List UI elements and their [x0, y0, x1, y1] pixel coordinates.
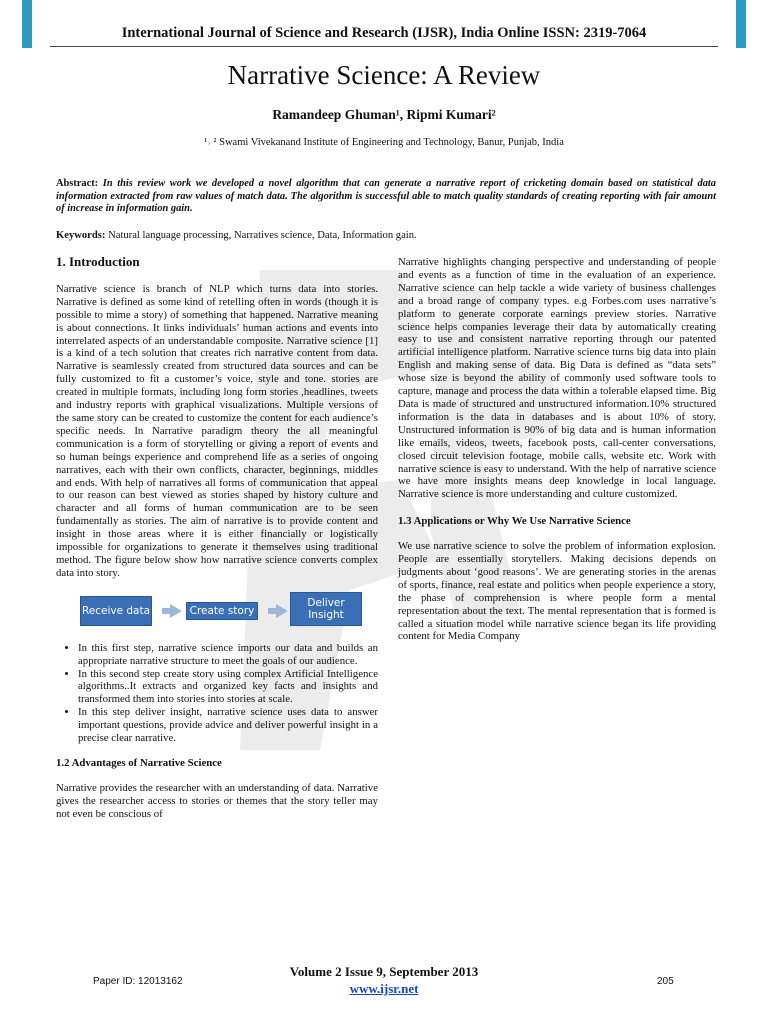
keywords-label: Keywords: [56, 230, 106, 241]
footer-paper-id: Paper ID: 12013162 [93, 976, 183, 987]
list-item: • In this first step, narrative science imports our data and builds an appropriate narrative structure to meet the goals of our audience. [78, 642, 378, 668]
applications-paragraph: We use narrative science to solve the problem of information explosion. People are essentially storytellers. Making decisions depends on judgments about ‘good reasons’. We are generating stories in the arenas of sports, finance, real estate and politics when people experience a story, the phase of comprehension is where people form a mental representation about the text. The mental representation that is formed is called a situation model while narrative science began its life providing content for Media Company [398, 540, 716, 643]
advantages-paragraph: Narrative provides the researcher with an understanding of data. Narrative gives the researcher access to stories or themes that the story teller may not even be conscious of [56, 781, 378, 820]
abstract [56, 178, 716, 216]
footer-volume: Volume 2 Issue 9, September 2013 [289, 964, 479, 979]
flow-step-receive-data: Receive data [80, 596, 152, 626]
process-steps-list [56, 642, 378, 745]
section-heading-advantages: 1.2 Advantages of Narrative Science [56, 757, 222, 769]
flow-arrow-icon [170, 604, 182, 618]
footer-website-link[interactable]: www.ijsr.net [349, 981, 419, 996]
section-heading-applications: 1.3 Applications or Why We Use Narrative Science [398, 515, 631, 528]
paper-authors: Ramandeep Ghuman¹, Ripmi Kumari² [272, 107, 496, 122]
flow-arrow-icon [276, 604, 288, 618]
abstract-text: In this review work we developed a novel algorithm that can generate a narrative report of cricketing domain based on statistical data information extracted from raw values of match data. The algorithm is successful able to match quality standards of creating reporting with fair amount of increase in information gain. [56, 178, 716, 214]
intro-paragraph: Narrative science is branch of NLP which turns data into stories. Narrative is defined as some kind of retelling often in words (though it is possible to mime a story) of something that happened. Narrative meaning is about connections. It links individuals’ human actions and events into interrelated aspects of an understandable composite. Narrative science [1] is a kind of a tech solution that creates rich narrative content from data. Narrative is seamlessly created from structured data sources and can be fully customized to fit a customer’s voice, style and tone. stories are created in multiple formats, including long form stories ,headlines, tweets and industry reports with graphical visualizations. Multiple versions of the same story can be created to customize the content for each audience’s specific needs. In Narrative paradigm theory the all meaningful communication is a form of storytelling or giving a report of events and so human beings experience and comprehend life as a series of ongoing narratives, each with their own conflicts, character, beginnings, middles and ends. With help of narratives all forms of communication that appeal to our reason can best viewed as stories shaped by history culture and character and all forms of human communication are to be seen fundamentally as stories. The aim of narrative is to provide content and insight in those areas where it is either financially or logistically impossible for organizations to generate it themselves using traditional method. The figure below show how narrative science converts complex data into story. [56, 282, 378, 579]
flow-step-create-story: Create story [186, 602, 258, 620]
footer-page-number: 205 [657, 976, 674, 987]
section-heading-introduction: 1. Introduction [56, 254, 140, 269]
header-divider [50, 46, 718, 47]
journal-header: International Journal of Science and Research (IJSR), India Online ISSN: 2319-7064 [121, 25, 647, 41]
paper-title: Narrative Science: A Review [227, 60, 541, 90]
left-column [56, 256, 378, 821]
keywords-text: Natural language processing, Narratives science, Data, Information gain. [108, 230, 417, 241]
keywords [56, 230, 417, 241]
author-affiliation: ¹˒ ² Swami Vivekanand Institute of Engineering and Technology, Banur, Punjab, India [204, 137, 564, 148]
list-item: • In this second step create story using complex Artificial Intelligence algorithms..It extracts and organized key facts and insights and transformed them into stories into stories at scale. [78, 668, 378, 707]
right-column [398, 256, 716, 643]
list-item: • In this step deliver insight, narrative science uses data to answer important questions, provide advice and deliver powerful insight in a precise clear narrative. [78, 706, 378, 745]
abstract-label: Abstract: [56, 178, 99, 189]
process-flow-diagram [56, 592, 378, 628]
continuation-paragraph: Narrative highlights changing perspective and understanding of people and events as a function of time in the evaluation of an experience. Narrative science can help tackle a wide variety of business challenges and a broad range of company types. e.g Forbes.com uses narrative’s platform to generate corporate earnings preview stories. Narrative science helps companies leverage their data by automatically creating easy to use and consistent narrative reporting through our patented artificial intelligence platform. Narrative science turns big data into plain English and making sense of data. Big Data is defined as “data sets” whose size is beyond the ability of commonly used software tools to capture, manage and process the data within a tolerable elapsed time. Big Data is made of structured and unstructured information.10% structured information is the data in databases and is about 10% of story. Unstructured information is 90% of big data and is human information like emails, videos, tweets, facebook posts, call-center conversations, closed circuit television footage, mobile calls, website etc. Work with narrative science is easy to understand. With the help of narrative science we have more insights means deep knowledge in local language. Narrative science is more understanding and culture customized. [398, 256, 716, 501]
flow-step-deliver-insight: Deliver Insight [290, 592, 362, 626]
